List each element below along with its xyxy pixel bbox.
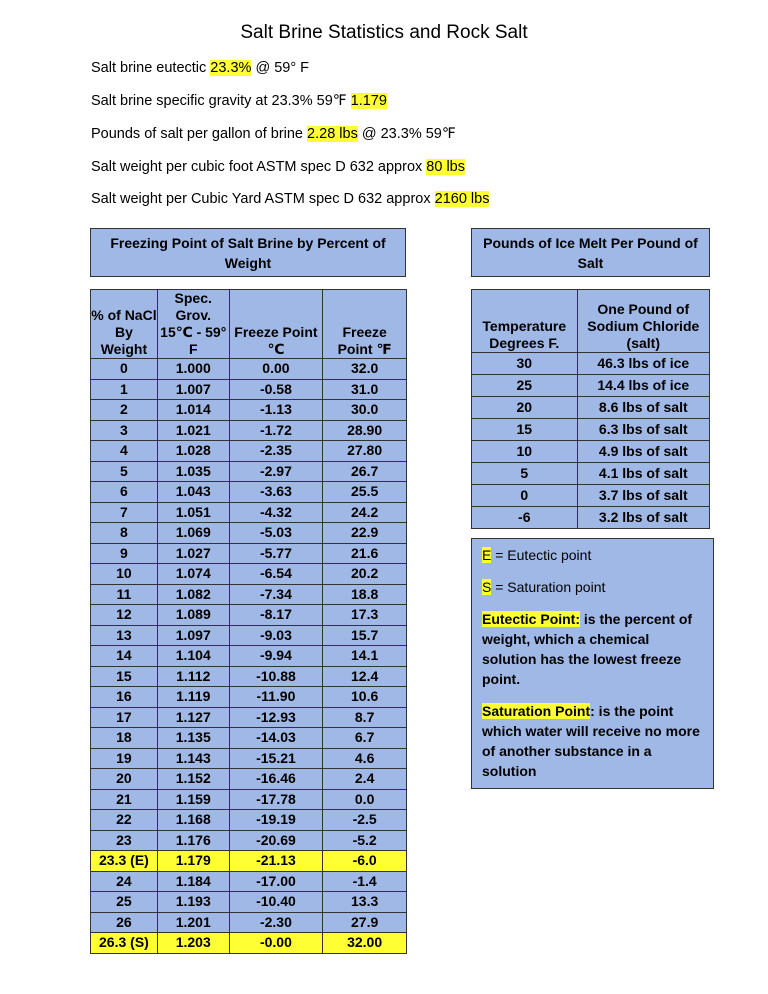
- cell-nacl-percent: 7: [91, 502, 158, 523]
- cell-freeze-fahrenheit: -5.2: [323, 830, 407, 851]
- cell-freeze-fahrenheit: 18.8: [323, 584, 407, 605]
- cell-freeze-fahrenheit: 15.7: [323, 625, 407, 646]
- table-row: [91, 379, 407, 400]
- cell-freeze-celsius: -1.13: [229, 400, 323, 421]
- cell-nacl-percent: 9: [91, 543, 158, 564]
- cell-nacl-percent: 17: [91, 707, 158, 728]
- cell-temperature: 0: [472, 485, 578, 507]
- cell-freeze-fahrenheit: 24.2: [323, 502, 407, 523]
- cell-nacl-percent: 3: [91, 420, 158, 441]
- cell-nacl-percent: 10: [91, 564, 158, 585]
- cell-specific-gravity: 1.027: [157, 543, 229, 564]
- table-row: [91, 933, 407, 954]
- fact-value: 23.3%: [210, 60, 252, 76]
- cell-freeze-fahrenheit: 27.80: [323, 441, 407, 462]
- cell-nacl-percent: 23.3 (E): [91, 851, 158, 872]
- cell-freeze-fahrenheit: -6.0: [323, 851, 407, 872]
- table-row: [91, 666, 407, 687]
- freeze-table-body: [91, 359, 407, 954]
- table-row: [91, 441, 407, 462]
- cell-freeze-celsius: -9.03: [229, 625, 323, 646]
- fact-text: Salt weight per cubic foot ASTM spec D 632 approx: [91, 159, 427, 175]
- cell-specific-gravity: 1.179: [157, 851, 229, 872]
- cell-melt-amount: 6.3 lbs of salt: [577, 419, 709, 441]
- ice-table-title: Pounds of Ice Melt Per Pound of Salt: [471, 228, 710, 277]
- fact-value: 1.179: [350, 93, 387, 109]
- header-temperature: Temperature Degrees F.: [472, 290, 578, 353]
- cell-specific-gravity: 1.035: [157, 461, 229, 482]
- cell-specific-gravity: 1.193: [157, 892, 229, 913]
- table-row: [472, 375, 710, 397]
- cell-nacl-percent: 26.3 (S): [91, 933, 158, 954]
- legend-saturation-definition: [482, 701, 703, 781]
- freeze-table-title: Freezing Point of Salt Brine by Percent of Weight: [90, 228, 406, 277]
- cell-nacl-percent: 0: [91, 359, 158, 380]
- cell-specific-gravity: 1.135: [157, 728, 229, 749]
- fact-text: Salt brine specific gravity at 23.3% 59℉: [91, 93, 351, 109]
- cell-freeze-fahrenheit: 14.1: [323, 646, 407, 667]
- table-row: [91, 892, 407, 913]
- table-row: [91, 523, 407, 544]
- cell-freeze-fahrenheit: 31.0: [323, 379, 407, 400]
- header-freeze-fahrenheit: Freeze Point ℉: [323, 290, 407, 359]
- cell-freeze-celsius: -21.13: [229, 851, 323, 872]
- cell-freeze-fahrenheit: 25.5: [323, 482, 407, 503]
- cell-nacl-percent: 20: [91, 769, 158, 790]
- table-row: [472, 507, 710, 529]
- cell-nacl-percent: 8: [91, 523, 158, 544]
- cell-specific-gravity: 1.028: [157, 441, 229, 462]
- cell-freeze-celsius: -17.00: [229, 871, 323, 892]
- header-sodium-chloride: One Pound of Sodium Chloride (salt): [577, 290, 709, 353]
- legend-e-text: = Eutectic point: [491, 547, 592, 563]
- cell-specific-gravity: 1.074: [157, 564, 229, 585]
- cell-nacl-percent: 13: [91, 625, 158, 646]
- cell-specific-gravity: 1.021: [157, 420, 229, 441]
- ice-table-body: [472, 353, 710, 529]
- cell-nacl-percent: 4: [91, 441, 158, 462]
- table-row: [472, 419, 710, 441]
- table-row: [91, 420, 407, 441]
- cell-temperature: 10: [472, 441, 578, 463]
- ice-header-row: [472, 290, 710, 353]
- fact-text: Salt brine eutectic: [91, 60, 211, 76]
- fact-pounds-per-gallon: [91, 126, 456, 142]
- fact-suffix: @ 23.3% 59℉: [357, 126, 456, 142]
- cell-melt-amount: 3.2 lbs of salt: [577, 507, 709, 529]
- cell-specific-gravity: 1.143: [157, 748, 229, 769]
- table-row: [91, 707, 407, 728]
- legend-s-text: = Saturation point: [491, 579, 606, 595]
- cell-temperature: -6: [472, 507, 578, 529]
- cell-freeze-celsius: -17.78: [229, 789, 323, 810]
- table-row: [472, 353, 710, 375]
- table-row: [91, 400, 407, 421]
- table-row: [91, 543, 407, 564]
- cell-freeze-celsius: -9.94: [229, 646, 323, 667]
- header-nacl-percent: % of NaCl By Weight: [91, 290, 158, 359]
- cell-freeze-fahrenheit: -1.4: [323, 871, 407, 892]
- cell-freeze-celsius: -5.77: [229, 543, 323, 564]
- cell-specific-gravity: 1.201: [157, 912, 229, 933]
- cell-specific-gravity: 1.119: [157, 687, 229, 708]
- header-specific-gravity: Spec. Grov. 15℃ - 59° F: [157, 290, 229, 359]
- cell-temperature: 25: [472, 375, 578, 397]
- fact-text: Salt weight per Cubic Yard ASTM spec D 632 approx: [91, 191, 435, 207]
- cell-specific-gravity: 1.112: [157, 666, 229, 687]
- cell-freeze-fahrenheit: 0.0: [323, 789, 407, 810]
- legend-s-letter: S: [482, 579, 492, 595]
- cell-freeze-celsius: -20.69: [229, 830, 323, 851]
- legend-eutectic-key: [482, 545, 703, 565]
- cell-nacl-percent: 21: [91, 789, 158, 810]
- cell-freeze-fahrenheit: 21.6: [323, 543, 407, 564]
- cell-nacl-percent: 14: [91, 646, 158, 667]
- table-row: [91, 625, 407, 646]
- fact-value: 2.28 lbs: [307, 126, 358, 142]
- legend-eutectic-term: Eutectic Point:: [482, 611, 581, 627]
- cell-nacl-percent: 6: [91, 482, 158, 503]
- legend-box: [471, 538, 714, 789]
- cell-freeze-fahrenheit: -2.5: [323, 810, 407, 831]
- cell-freeze-celsius: -6.54: [229, 564, 323, 585]
- cell-nacl-percent: 15: [91, 666, 158, 687]
- cell-nacl-percent: 12: [91, 605, 158, 626]
- cell-nacl-percent: 1: [91, 379, 158, 400]
- cell-nacl-percent: 26: [91, 912, 158, 933]
- table-row: [91, 482, 407, 503]
- cell-freeze-fahrenheit: 27.9: [323, 912, 407, 933]
- freeze-point-table: [90, 289, 407, 954]
- fact-value: 80 lbs: [426, 159, 465, 175]
- table-row: [91, 912, 407, 933]
- cell-specific-gravity: 1.176: [157, 830, 229, 851]
- cell-nacl-percent: 23: [91, 830, 158, 851]
- cell-freeze-fahrenheit: 28.90: [323, 420, 407, 441]
- cell-melt-amount: 46.3 lbs of ice: [577, 353, 709, 375]
- table-row: [472, 397, 710, 419]
- cell-freeze-celsius: -19.19: [229, 810, 323, 831]
- cell-freeze-fahrenheit: 17.3: [323, 605, 407, 626]
- cell-specific-gravity: 1.082: [157, 584, 229, 605]
- cell-temperature: 30: [472, 353, 578, 375]
- legend-saturation-term: Saturation Point: [482, 703, 591, 719]
- table-row: [91, 871, 407, 892]
- legend-e-letter: E: [482, 547, 492, 563]
- legend-saturation-key: [482, 577, 703, 597]
- fact-suffix: @ 59° F: [251, 60, 310, 76]
- cell-melt-amount: 8.6 lbs of salt: [577, 397, 709, 419]
- cell-freeze-fahrenheit: 2.4: [323, 769, 407, 790]
- cell-melt-amount: 3.7 lbs of salt: [577, 485, 709, 507]
- cell-freeze-celsius: -14.03: [229, 728, 323, 749]
- cell-freeze-fahrenheit: 10.6: [323, 687, 407, 708]
- legend-eutectic-definition: [482, 609, 703, 689]
- table-row: [91, 769, 407, 790]
- table-row: [91, 502, 407, 523]
- cell-temperature: 15: [472, 419, 578, 441]
- table-row: [472, 485, 710, 507]
- cell-specific-gravity: 1.007: [157, 379, 229, 400]
- cell-specific-gravity: 1.168: [157, 810, 229, 831]
- cell-freeze-celsius: -2.30: [229, 912, 323, 933]
- table-row: [91, 359, 407, 380]
- cell-melt-amount: 4.9 lbs of salt: [577, 441, 709, 463]
- table-row: [91, 728, 407, 749]
- legend-eutectic-def: is the percent of weight, which a chemical solution has the lowest freeze point.: [482, 611, 693, 687]
- cell-freeze-fahrenheit: 30.0: [323, 400, 407, 421]
- cell-freeze-celsius: -0.58: [229, 379, 323, 400]
- table-row: [472, 463, 710, 485]
- ice-melt-table: [471, 289, 710, 529]
- cell-freeze-fahrenheit: 6.7: [323, 728, 407, 749]
- cell-melt-amount: 4.1 lbs of salt: [577, 463, 709, 485]
- page-title: Salt Brine Statistics and Rock Salt: [240, 22, 528, 43]
- cell-nacl-percent: 11: [91, 584, 158, 605]
- cell-nacl-percent: 2: [91, 400, 158, 421]
- cell-freeze-celsius: 0.00: [229, 359, 323, 380]
- cell-specific-gravity: 1.104: [157, 646, 229, 667]
- cell-specific-gravity: 1.051: [157, 502, 229, 523]
- cell-specific-gravity: 1.097: [157, 625, 229, 646]
- cell-freeze-fahrenheit: 32.00: [323, 933, 407, 954]
- cell-specific-gravity: 1.043: [157, 482, 229, 503]
- cell-freeze-celsius: -1.72: [229, 420, 323, 441]
- header-freeze-celsius: Freeze Point ℃: [229, 290, 323, 359]
- table-row: [91, 687, 407, 708]
- fact-weight-cubic-yard: [91, 191, 489, 207]
- table-row: [91, 810, 407, 831]
- cell-nacl-percent: 18: [91, 728, 158, 749]
- table-row: [472, 441, 710, 463]
- cell-specific-gravity: 1.089: [157, 605, 229, 626]
- table-row: [91, 830, 407, 851]
- cell-nacl-percent: 22: [91, 810, 158, 831]
- fact-eutectic: [91, 60, 309, 76]
- fact-value: 2160 lbs: [434, 191, 490, 207]
- cell-freeze-celsius: -15.21: [229, 748, 323, 769]
- table-row: [91, 584, 407, 605]
- cell-specific-gravity: 1.014: [157, 400, 229, 421]
- table-row: [91, 748, 407, 769]
- freeze-header-row: [91, 290, 407, 359]
- cell-freeze-celsius: -11.90: [229, 687, 323, 708]
- cell-specific-gravity: 1.069: [157, 523, 229, 544]
- cell-freeze-fahrenheit: 26.7: [323, 461, 407, 482]
- table-row: [91, 605, 407, 626]
- table-row: [91, 646, 407, 667]
- cell-freeze-celsius: -0.00: [229, 933, 323, 954]
- cell-nacl-percent: 25: [91, 892, 158, 913]
- cell-specific-gravity: 1.000: [157, 359, 229, 380]
- cell-temperature: 5: [472, 463, 578, 485]
- cell-freeze-fahrenheit: 12.4: [323, 666, 407, 687]
- cell-specific-gravity: 1.152: [157, 769, 229, 790]
- cell-specific-gravity: 1.159: [157, 789, 229, 810]
- table-row: [91, 564, 407, 585]
- cell-nacl-percent: 5: [91, 461, 158, 482]
- table-row: [91, 461, 407, 482]
- cell-freeze-fahrenheit: 22.9: [323, 523, 407, 544]
- table-row: [91, 851, 407, 872]
- legend-saturation-def: : is the point which water will receive no more of another substance in a solution: [482, 703, 700, 779]
- cell-freeze-celsius: -8.17: [229, 605, 323, 626]
- cell-nacl-percent: 16: [91, 687, 158, 708]
- cell-nacl-percent: 24: [91, 871, 158, 892]
- cell-freeze-fahrenheit: 20.2: [323, 564, 407, 585]
- cell-freeze-celsius: -5.03: [229, 523, 323, 544]
- cell-freeze-celsius: -3.63: [229, 482, 323, 503]
- cell-freeze-celsius: -10.40: [229, 892, 323, 913]
- cell-temperature: 20: [472, 397, 578, 419]
- cell-specific-gravity: 1.203: [157, 933, 229, 954]
- fact-weight-cubic-foot: [91, 159, 465, 175]
- cell-melt-amount: 14.4 lbs of ice: [577, 375, 709, 397]
- cell-freeze-fahrenheit: 13.3: [323, 892, 407, 913]
- cell-specific-gravity: 1.127: [157, 707, 229, 728]
- cell-nacl-percent: 19: [91, 748, 158, 769]
- cell-freeze-celsius: -7.34: [229, 584, 323, 605]
- cell-freeze-celsius: -16.46: [229, 769, 323, 790]
- cell-specific-gravity: 1.184: [157, 871, 229, 892]
- cell-freeze-celsius: -4.32: [229, 502, 323, 523]
- cell-freeze-fahrenheit: 32.0: [323, 359, 407, 380]
- cell-freeze-fahrenheit: 4.6: [323, 748, 407, 769]
- fact-specific-gravity: [91, 93, 387, 109]
- cell-freeze-fahrenheit: 8.7: [323, 707, 407, 728]
- table-row: [91, 789, 407, 810]
- cell-freeze-celsius: -2.35: [229, 441, 323, 462]
- cell-freeze-celsius: -12.93: [229, 707, 323, 728]
- cell-freeze-celsius: -2.97: [229, 461, 323, 482]
- fact-text: Pounds of salt per gallon of brine: [91, 126, 308, 142]
- cell-freeze-celsius: -10.88: [229, 666, 323, 687]
